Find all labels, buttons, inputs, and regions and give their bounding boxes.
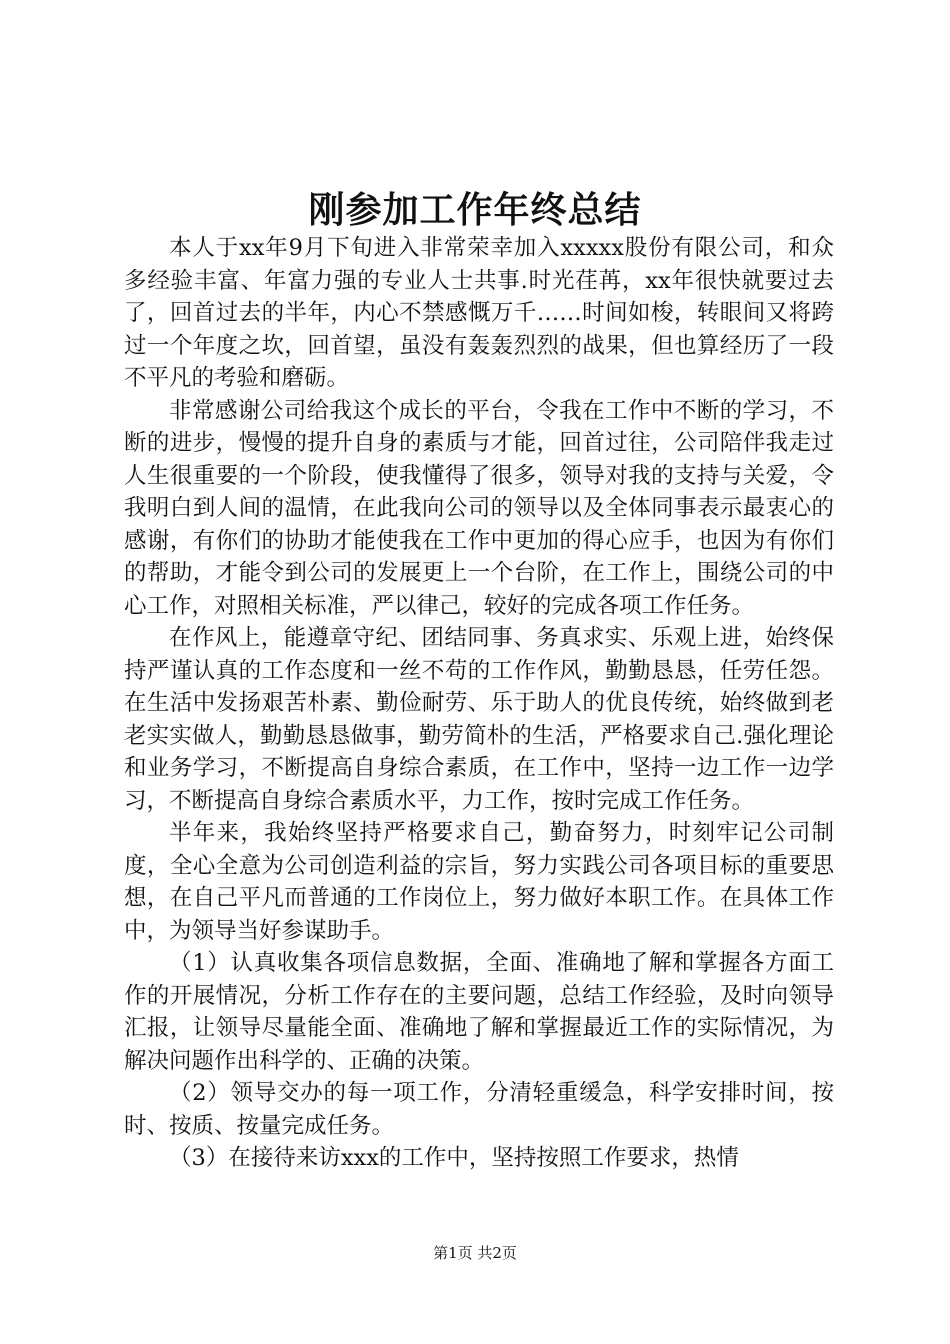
document-title: 刚参加工作年终总结 — [308, 189, 642, 231]
paragraph: 非常感谢公司给我这个成长的平台，令我在工作中不断的学习，不断的进步，慢慢的提升自身的素质与才能，回首过往，公司陪伴我走过人生很重要的一个阶段，使我懂得了很多，领导对我的支持与关爱，令我明白到人间的温情，在此我向公司的领导以及全体同事表示最衷心的感谢，有你们的协助才能使我在工作中更加的得心应手，也因为有你们的帮助，才能令到公司的发展更上一个台阶，在工作上，围绕公司的中心工作，对照相关标准，严以律己，较好的完成各项工作任务。 — [124, 397, 834, 619]
paragraph: 在作风上，能遵章守纪、团结同事、务真求实、乐观上进，始终保持严谨认真的工作态度和一丝不苟的工作作风，勤勤恳恳，任劳任怨。在生活中发扬艰苦朴素、勤俭耐劳、乐于助人的优良传统，始终做到老老实实做人，勤勤恳恳做事，勤劳简朴的生活，严格要求自己.强化理论和业务学习，不断提高自身综合素质，在工作中，坚持一边工作一边学习，不断提高自身综合素质水平，力工作，按时完成工作任务。 — [124, 625, 834, 814]
paragraph: （1）认真收集各项信息数据，全面、准确地了解和掌握各方面工作的开展情况，分析工作存在的主要问题，总结工作经验，及时向领导汇报，让领导尽量能全面、准确地了解和掌握最近工作的实际情况，为解决问题作出科学的、正确的决策。 — [124, 950, 834, 1074]
paragraph: （3）在接待来访xxx的工作中，坚持按照工作要求，热情 — [169, 1145, 739, 1171]
document-body — [124, 232, 834, 1175]
paragraph: 半年来，我始终坚持严格要求自己，勤奋努力，时刻牢记公司制度，全心全意为公司创造利益的宗旨，努力实践公司各项目标的重要思想，在自己平凡而普通的工作岗位上，努力做好本职工作。在具体工作中，为领导当好参谋助手。 — [124, 820, 834, 944]
paragraph: （2）领导交办的每一项工作，分清轻重缓急，科学安排时间，按时、按质、按量完成任务。 — [124, 1080, 834, 1139]
page-footer: 第1页 共2页 — [433, 1244, 517, 1262]
paragraph: 本人于xx年9月下旬进入非常荣幸加入xxxxx股份有限公司，和众多经验丰富、年富力强的专业人士共事.时光荏苒，xx年很快就要过去了，回首过去的半年，内心不禁感慨万千……时间如梭，转眼间又将跨过一个年度之坎，回首望，虽没有轰轰烈烈的战果，但也算经历了一段不平凡的考验和磨砺。 — [124, 235, 834, 391]
